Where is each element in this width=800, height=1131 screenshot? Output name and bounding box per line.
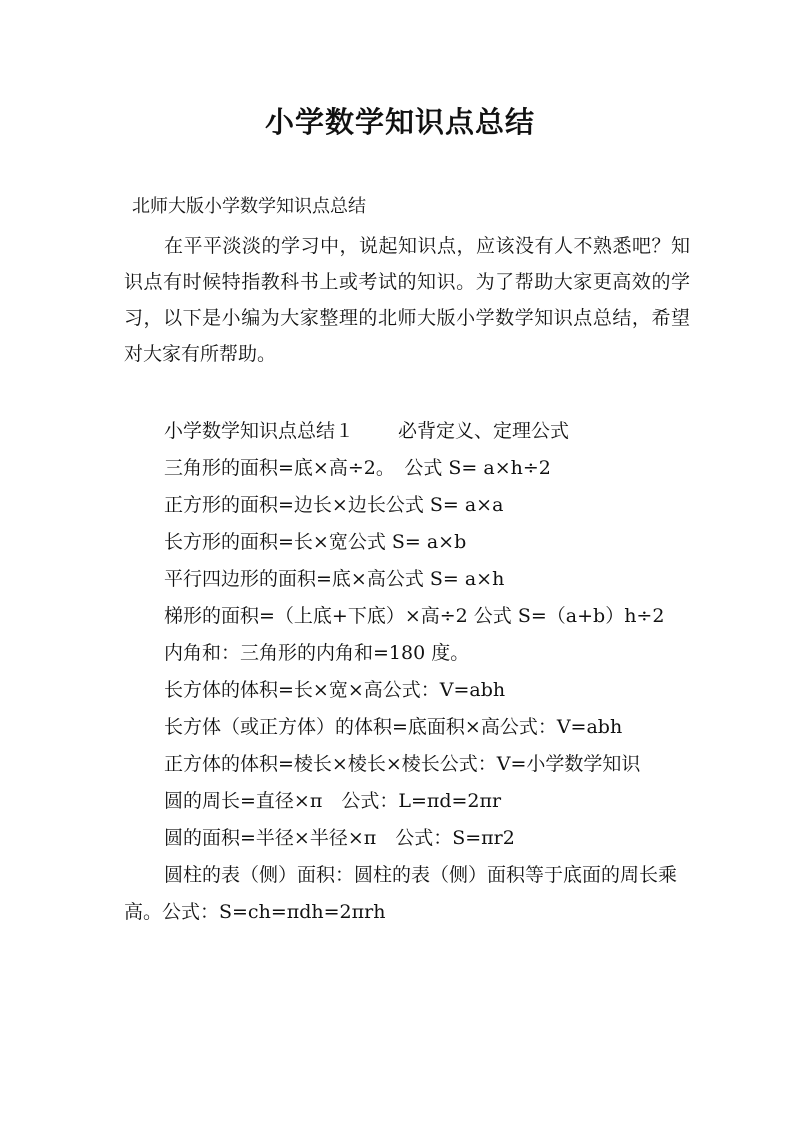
formula-line-parallelogram-area: 平行四边形的面积=底×高公式 S= a×h [164, 568, 505, 590]
formula-line-cylinder-surface: 圆柱的表（侧）面积：圆柱的表（侧）面积等于底面的周长乘高。公式：S=ch=πdh=2πrh [124, 864, 678, 923]
formula-line-square-area: 正方形的面积=边长×边长公式 S= a×a [164, 494, 504, 516]
formula-line-circle-area: 圆的面积=半径×半径×π 公式：S=πr2 [164, 827, 515, 849]
formula-line-triangle-angle-sum: 内角和：三角形的内角和=180 度。 [164, 642, 470, 664]
formula-line-prism-volume: 长方体（或正方体）的体积=底面积×高公式：V=abh [164, 716, 623, 738]
intro-paragraph: 在平平淡淡的学习中，说起知识点，应该没有人不熟悉吧？知识点有时候特指教科书上或考试的知识。为了帮助大家更高效的学习，以下是小编为大家整理的北师大版小学数学知识点总结，希望对大家有所帮助。 [124, 235, 690, 365]
formula-line-cuboid-volume: 长方体的体积=长×宽×高公式：V=abh [164, 679, 506, 701]
formula-section [124, 413, 686, 931]
document-title: 小学数学知识点总结 [264, 105, 535, 139]
section-heading: 小学数学知识点总结１ 必背定义、定理公式 [164, 420, 570, 442]
formula-line-circle-circumference: 圆的周长=直径×π 公式：L=πd=2πr [164, 790, 502, 812]
document-subtitle: 北师大版小学数学知识点总结 [132, 196, 366, 217]
formula-line-cube-volume: 正方体的体积=棱长×棱长×棱长公式：V=小学数学知识 [164, 753, 641, 775]
formula-line-rectangle-area: 长方形的面积=长×宽公式 S= a×b [164, 531, 467, 553]
formula-line-triangle-area: 三角形的面积=底×高÷2。 公式 S= a×h÷2 [164, 457, 551, 479]
formula-line-trapezoid-area: 梯形的面积=（上底+下底）×高÷2 公式 S=（a+b）h÷2 [164, 605, 665, 627]
